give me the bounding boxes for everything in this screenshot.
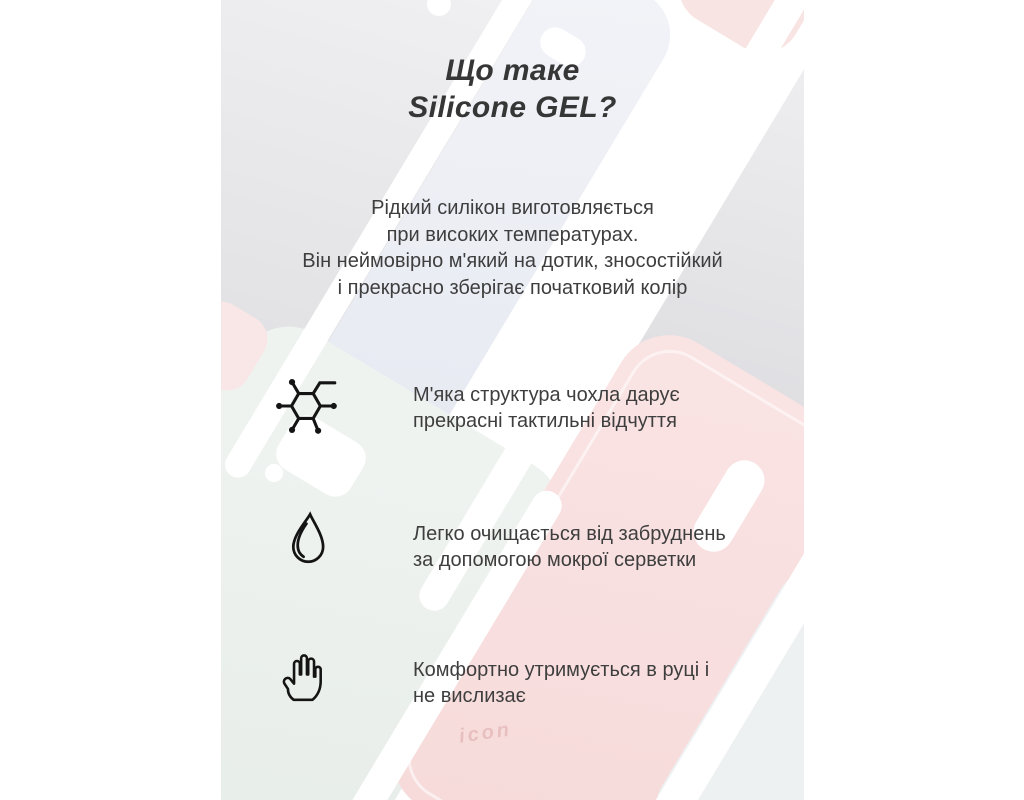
feature-line: М'яка структура чохла дарує xyxy=(413,384,680,406)
hand-icon xyxy=(277,645,327,703)
feature-line: прекрасні тактильні відчуття xyxy=(413,410,677,432)
feature-line: Легко очищається від забруднень xyxy=(413,523,726,545)
intro-line: Він неймовірно м'який на дотик, зносостійкий xyxy=(302,250,723,273)
feature-line: Комфортно утримується в руці і xyxy=(413,659,710,681)
feature-line: не вислизає xyxy=(413,685,526,707)
brand-watermark: icon xyxy=(457,718,514,748)
feature-text xyxy=(413,657,709,709)
title-line-1: Що таке xyxy=(445,54,580,87)
feature-text xyxy=(413,382,680,434)
intro-line: Рідкий силікон виготовляється xyxy=(371,197,654,219)
intro-line: при високих температурах. xyxy=(386,223,639,246)
water-drop-icon xyxy=(287,511,329,568)
page-title xyxy=(221,52,804,126)
infographic-content xyxy=(221,0,804,800)
molecule-icon xyxy=(275,372,341,440)
infographic-artboard xyxy=(221,0,804,800)
feature-text xyxy=(413,521,726,573)
feature-line: за допомогою мокрої серветки xyxy=(413,549,697,571)
intro-line: і прекрасно зберігає початковий колір xyxy=(337,276,688,299)
intro-paragraph xyxy=(221,195,804,301)
title-line-2: Silicone GEL? xyxy=(408,91,617,124)
